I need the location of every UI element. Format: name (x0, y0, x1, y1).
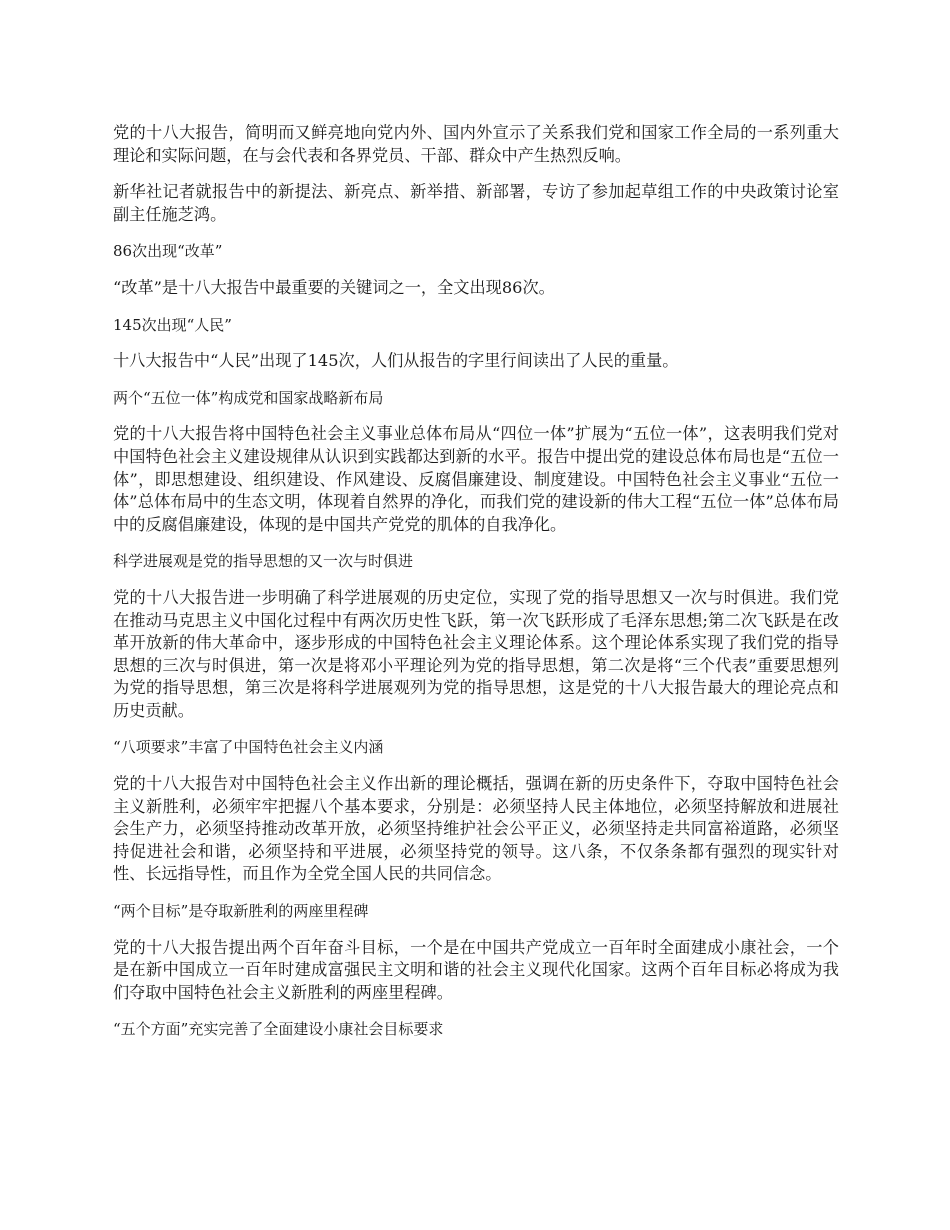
document-page (113, 122, 839, 1055)
scientific-outlook-paragraph: 党的十八大报告进一步明确了科学进展观的历史定位，实现了党的指导思想又一次与时俱进。我们党在推动马克思主义中国化过程中有两次历史性飞跃，第一次飞跃形成了毛泽东思想;第二次飞跃是在改革开放新的伟大革命中，逐步形成的中国特色社会主义理论体系。这个理论体系实现了我们党的指导思想的三次与时俱进，第一次是将邓小平理论列为党的指导思想，第二次是将“三个代表”重要思想列为党的指导思想，第三次是将科学进展观列为党的指导思想，这是党的十八大报告最大的理论亮点和历史贡献。 (113, 587, 839, 720)
section-heading-people: 145次出现“人民” (113, 315, 232, 334)
people-paragraph: 十八大报告中“人民”出现了145次，人们从报告的字里行间读出了人民的重量。 (113, 351, 679, 371)
section-heading-eight-requirements: “八项要求”丰富了中国特色社会主义内涵 (113, 738, 384, 757)
intro-paragraph: 党的十八大报告，简明而又鲜亮地向党内外、国内外宣示了关系我们党和国家工作全局的一系列重大理论和实际问题，在与会代表和各界党员、干部、群众中产生热烈反响。 (113, 123, 839, 165)
two-goals-paragraph: 党的十八大报告提出两个百年奋斗目标，一个是在中国共产党成立一百年时全面建成小康社会，一个是在新中国成立一百年时建成富强民主文明和谐的社会主义现代化国家。这两个百年目标必将成为我们夺取中国特色社会主义新胜利的两座里程碑。 (113, 937, 839, 1002)
section-heading-five-in-one: 两个“五位一体”构成党和国家战略新布局 (113, 388, 384, 407)
interview-paragraph: 新华社记者就报告中的新提法、新亮点、新举措、新部署，专访了参加起草组工作的中央政策讨论室副主任施芝鸿。 (113, 182, 839, 224)
five-in-one-paragraph: 党的十八大报告将中国特色社会主义事业总体布局从“四位一体”扩展为“五位一体”，这表明我们党对中国特色社会主义建设规律从认识到实践都达到新的水平。报告中提出党的建设总体布局也是“五位一体”，即思想建设、组织建设、作风建设、反腐倡廉建设、制度建设。中国特色社会主义事业“五位一体”总体布局中的生态文明，体现着自然界的净化，而我们党的建设新的伟大工程“五位一体”总体布局中的反腐倡廉建设，体现的是中国共产党党的肌体的自我净化。 (113, 424, 839, 534)
reform-paragraph: “改革”是十八大报告中最重要的关键词之一，全文出现86次。 (113, 277, 555, 297)
eight-requirements-paragraph: 党的十八大报告对中国特色社会主义作出新的理论概括，强调在新的历史条件下，夺取中国特色社会主义新胜利，必须牢牢把握八个基本要求，分别是：必须坚持人民主体地位，必须坚持解放和进展社会生产力，必须坚持推动改革开放，必须坚持维护社会公平正义，必须坚持走共同富裕道路，必须坚持促进社会和谐，必须坚持和平进展，必须坚持党的领导。这八条，不仅条条都有强烈的现实针对性、长远指导性，而且作为全党全国人民的共同信念。 (113, 774, 839, 884)
section-heading-five-aspects: “五个方面”充实完善了全面建设小康社会目标要求 (113, 1020, 444, 1039)
section-heading-scientific-outlook: 科学进展观是党的指导思想的又一次与时俱进 (113, 552, 414, 571)
section-heading-reform: 86次出现“改革” (113, 242, 223, 261)
section-heading-two-goals: “两个目标”是夺取新胜利的两座里程碑 (113, 902, 369, 921)
